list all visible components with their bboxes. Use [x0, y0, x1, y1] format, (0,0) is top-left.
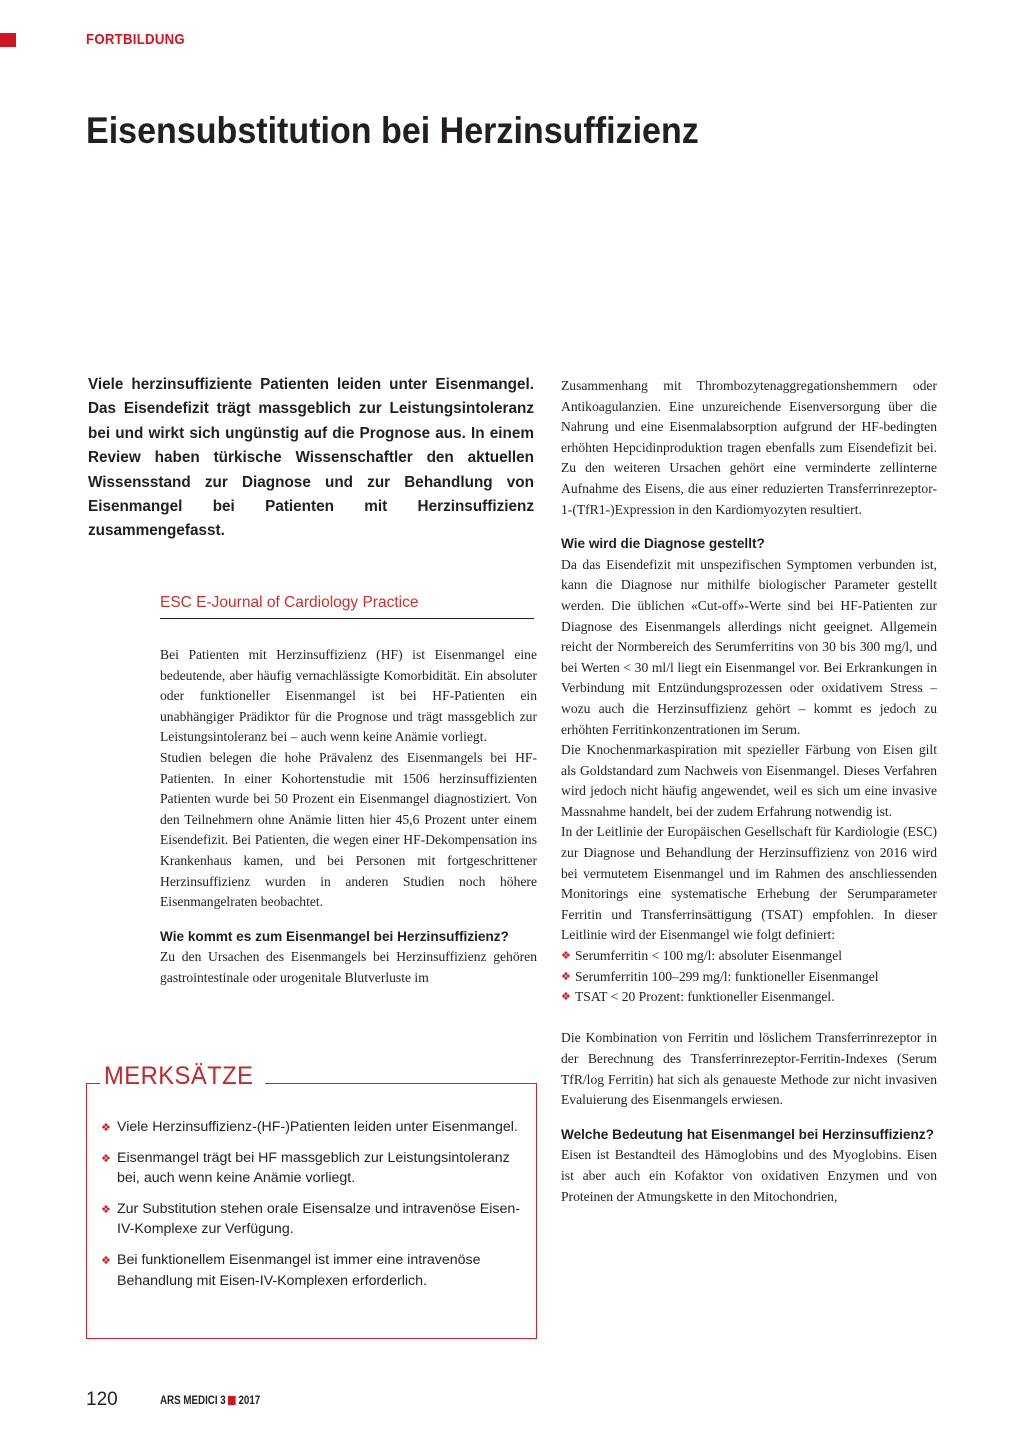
red-diamond-icon: ❖: [561, 991, 571, 1004]
red-diamond-icon: ❖: [101, 1122, 111, 1134]
article-title: Eisensubstitution bei Herzinsuffizienz: [86, 110, 699, 151]
merksatz-item: ❖ Bei funktionellem Eisenmangel ist immer eine intravenöse Behandlung mit Eisen-IV-Komplexen erforderlich.: [101, 1251, 481, 1289]
subheading: Wie kommt es zum Eisenmangel bei Herzinsuffizienz?: [160, 928, 509, 944]
red-diamond-icon: ❖: [101, 1152, 111, 1165]
body-paragraph: Studien belegen die hohe Prävalenz des Eisenmangels bei HF-Patienten. In einer Kohortenstudie mit 1506 herzinsuffizienten Patienten wurde bei 50 Prozent ein Eisenmangel diagnostiziert. Von den Teilnehmern ohne Anämie litten hier 45,6 Prozent unter einem Eisendefizit. Bei Patienten, die wegen einer HF-Dekompensation ins Krankenhaus kamen, und bei Personen mit fortgeschrittener Herzinsuffizienz wurden in anderen Studien noch höhere Eisenmangelraten beobachtet.: [160, 749, 537, 910]
subheading: Wie wird die Diagnose gestellt?: [561, 536, 765, 552]
body-paragraph: Da das Eisendefizit mit unspezifischen Symptomen verbunden ist, kann die Diagnose nur mithilfe biologischer Parameter gestellt werden. Die üblichen «Cut-off»-Werte sind bei HF-Patienten zur Diagnose des Eisenmangels allerdings nicht geeignet. Allgemein reicht der Normbereich des Serumferritins von 30 bis 300 mg/l, und bei Werten < 30 ml/l liegt ein Eisenmangel vor. Bei Erkrankungen in Verbindung mit Entzündungsprozessen oder oxidativem Stress – wozu auch die Herzinsuffizienz gehört – kommt es jedoch zu erhöhten Ferritinkonzentrationen im Serum.: [561, 556, 937, 737]
footer-separator: [228, 1396, 236, 1405]
body-paragraph: Zusammenhang mit Thrombozytenaggregationshemmern oder Antikoagulanzien. Eine unzureichende Eisenversorgung über die Nahrung und eine Eisenmalabsorption aufgrund der HF-bedingten erhöhten Hepcidinproduktion tragen ebenfalls zum Eisendefizit bei. Zu den weiteren Ursachen gehört eine verminderte zellinterne Aufnahme des Eisens, die aus einer reduzierten Transferrinrezeptor-1-(TfR1-)Expression in den Kardiomyozyten resultiert.: [561, 378, 937, 517]
section-label: FORTBILDUNG: [86, 31, 185, 48]
definition-list: [561, 946, 937, 1008]
merksaetze-list: [101, 1117, 526, 1301]
list-item: ❖ Serumferritin 100–299 mg/l: funktioneller Eisenmangel: [561, 967, 937, 988]
merksatz-item: ❖ Viele Herzinsuffizienz-(HF-)Patienten leiden unter Eisenmangel.: [101, 1117, 526, 1138]
box-top-rule: [265, 1083, 537, 1084]
list-item: ❖ Serumferritin < 100 mg/l: absoluter Eisenmangel: [561, 946, 937, 967]
merksaetze-title: MERKSÄTZE: [104, 1062, 254, 1090]
body-paragraph: Die Knochenmarkaspiration mit spezieller Färbung von Eisen gilt als Goldstandard zum Nachweis von Eisenmangel. Dieses Verfahren wird jedoch nicht häufig angewendet, weil es sich um eine invasive Massnahme handelt, bei der zudem Erfahrung notwendig ist.: [561, 742, 937, 819]
red-diamond-icon: ❖: [101, 1254, 111, 1267]
lead-paragraph: Viele herzinsuffiziente Patienten leiden unter Eisenmangel. Das Eisendefizit trägt massgeblich zur Leistungsintoleranz bei und wirkt sich ungünstig auf die Prognose aus. In einem Review haben türkische Wissenschaftler den aktuellen Wissensstand zur Diagnose und zur Behandlung von Eisenmangel bei Patienten mit Herzinsuffizienz zusammengefasst.: [88, 376, 534, 540]
body-paragraph: Die Kombination von Ferritin und löslichem Transferrinrezeptor in der Berechnung des Transferrinrezeptor-Ferritin-Indexes (Serum TfR/log Ferritin) hat sich als genaueste Methode zur nicht invasiven Evaluierung des Eisenmangels erwiesen.: [561, 1030, 937, 1108]
source-line: ESC E-Journal of Cardiology Practice: [160, 594, 534, 619]
column-middle: [160, 645, 537, 989]
red-diamond-icon: ❖: [561, 970, 571, 983]
body-paragraph: Eisen ist Bestandteil des Hämoglobins und des Myoglobins. Eisen ist aber auch ein Kofaktor von oxidativen Enzymen und von Proteinen der Atmungskette in den Mitochondrien,: [561, 1147, 937, 1204]
page-number: 120: [86, 1389, 118, 1410]
merksatz-item: ❖ Zur Substitution stehen orale Eisensalze und intravenöse Eisen-IV-Komplexe zur Verfügung.: [101, 1200, 520, 1238]
merksatz-item: ❖ Eisenmangel trägt bei HF massgeblich zur Leistungsintoleranz bei, auch wenn keine Anämie vorliegt.: [101, 1149, 510, 1187]
column-right: [561, 376, 937, 1207]
section-corner-mark: [0, 33, 16, 47]
footer-journal: [160, 1395, 260, 1407]
body-paragraph: Zu den Ursachen des Eisenmangels bei Herzinsuffizienz gehören gastrointestinale oder urogenitale Blutverluste im: [160, 949, 537, 985]
red-diamond-icon: ❖: [561, 950, 571, 963]
body-paragraph: Bei Patienten mit Herzinsuffizienz (HF) ist Eisenmangel eine bedeutende, aber häufig vernachlässigte Komorbidität. Ein absoluter oder funktioneller Eisenmangel ist bei HF-Patienten ein unabhängiger Prädiktor für die Prognose und trägt massgeblich zur Leistungsintoleranz bei – auch wenn keine Anämie vorliegt.: [160, 647, 537, 745]
subheading: Welche Bedeutung hat Eisenmangel bei Herzinsuffizienz?: [561, 1126, 934, 1142]
red-diamond-icon: ❖: [101, 1203, 111, 1216]
journal-name: ARS MEDICI 3: [160, 1395, 226, 1407]
journal-year: 2017: [238, 1395, 261, 1407]
list-item: ❖ TSAT < 20 Prozent: funktioneller Eisenmangel.: [561, 987, 937, 1008]
box-top-rule: [86, 1083, 100, 1084]
body-paragraph: In der Leitlinie der Europäischen Gesellschaft für Kardiologie (ESC) zur Diagnose und Behandlung der Herzinsuffizienz von 2016 wird bei vermutetem Eisenmangel und im Rahmen des anschliessenden Monitorings eine systematische Erhebung der Serumparameter Ferritin und Transferrinsättigung (TSAT) empfohlen. In dieser Leitlinie wird der Eisenmangel wie folgt definiert:: [561, 824, 937, 943]
